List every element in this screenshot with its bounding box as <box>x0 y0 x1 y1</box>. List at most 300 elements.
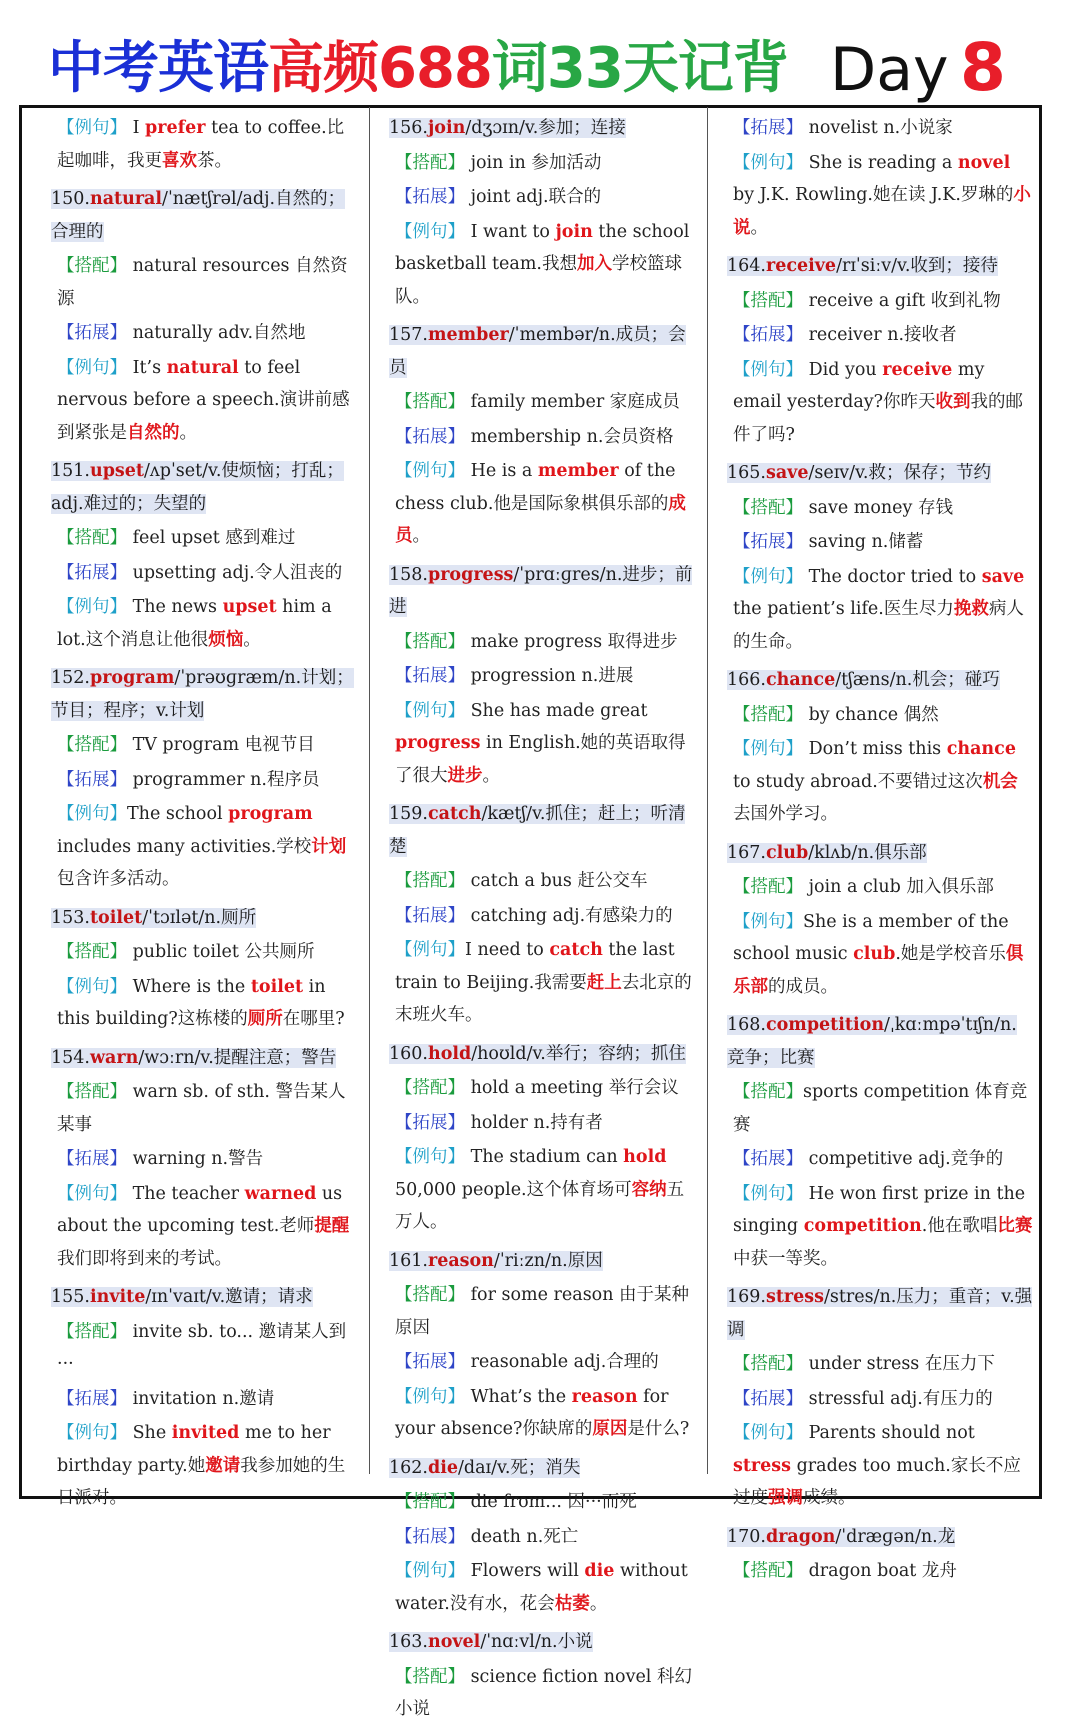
collocation-line <box>51 1316 357 1381</box>
line-text: save money 存钱 <box>803 497 953 518</box>
collocation-line <box>51 729 357 762</box>
entry-heading <box>389 798 695 863</box>
line-text: feel upset 感到难过 <box>127 528 296 548</box>
translation-highlight: 枯萎 <box>554 1593 590 1614</box>
translation-highlight: 邀请 <box>205 1455 241 1476</box>
example-line <box>727 561 1033 659</box>
translation-highlight: 计划 <box>311 836 347 857</box>
example-text: 中获一等奖。 <box>733 1248 838 1269</box>
line-tag: 【拓展】 <box>395 905 465 926</box>
word-entry <box>51 1042 357 1282</box>
translation-highlight: 收到 <box>935 392 971 412</box>
example-text: in this building?这栋楼的 <box>57 976 326 1029</box>
keyword-highlight: join <box>555 221 593 242</box>
line-tag: 【搭配】 <box>395 152 465 173</box>
phonetic-definition: /ˈprəʊɡræm/n.计划；节目；程序；v.计划 <box>51 668 354 721</box>
entry-heading <box>51 1281 357 1314</box>
entry-heading <box>389 1245 695 1278</box>
line-text: join a club 加入俱乐部 <box>803 877 994 897</box>
line-tag: 【搭配】 <box>733 704 803 725</box>
headword: catch <box>427 804 482 824</box>
heading-highlight <box>727 670 1000 690</box>
line-tag: 【搭配】 <box>57 256 127 276</box>
example-line <box>51 1417 357 1515</box>
word-entry <box>51 183 357 455</box>
translation-highlight: 喜欢 <box>162 150 197 171</box>
line-tag: 【搭配】 <box>395 1492 465 1512</box>
heading-highlight <box>389 1251 603 1271</box>
example-text: 我们即将到来的考试。 <box>57 1248 232 1269</box>
phonetic-definition: /hoʊld/v.举行；容纳；抓住 <box>471 1043 686 1064</box>
extension-line <box>51 317 357 350</box>
line-tag: 【拓展】 <box>395 1112 465 1133</box>
entry-heading <box>389 1452 695 1485</box>
entry-heading <box>51 662 357 727</box>
line-tag: 【搭配】 <box>57 735 127 755</box>
entry-number: 164. <box>727 256 766 276</box>
line-text: by chance 偶然 <box>803 704 939 725</box>
example-text: I <box>127 118 146 138</box>
keyword-highlight: invited <box>171 1423 240 1443</box>
keyword-highlight: prefer <box>145 118 206 138</box>
example-text: in English.她的英语取得了很大 <box>395 733 686 786</box>
line-tag: 【拓展】 <box>57 1149 127 1169</box>
line-text: warning n.警告 <box>127 1149 264 1169</box>
line-tag: 【例句】 <box>57 118 127 138</box>
keyword-highlight: progress <box>395 733 481 753</box>
translation-highlight: 提醒 <box>314 1216 350 1236</box>
column-divider <box>369 107 370 1474</box>
extension-line <box>389 1107 695 1140</box>
collocation-line <box>727 1555 1033 1588</box>
collocation-line <box>389 865 695 898</box>
example-line <box>51 112 357 177</box>
example-text: What’s the <box>465 1386 572 1407</box>
entry-number: 158. <box>389 564 428 585</box>
entry-number: 167. <box>727 842 766 863</box>
line-tag: 【搭配】 <box>57 528 127 548</box>
entry-number: 155. <box>51 1287 90 1307</box>
line-tag: 【拓展】 <box>395 666 465 686</box>
headword: warn <box>89 1047 139 1068</box>
line-tag: 【拓展】 <box>733 1388 803 1409</box>
example-text: 去国外学习。 <box>733 804 838 824</box>
collocation-line <box>727 285 1033 318</box>
example-text: 50,000 people.这个体育场可 <box>395 1179 632 1200</box>
extension-line <box>389 421 695 454</box>
example-text: includes many activities.学校 <box>57 836 312 857</box>
line-tag: 【例句】 <box>57 1423 127 1443</box>
entry-number: 150. <box>51 189 90 209</box>
entry-heading <box>389 319 695 384</box>
phonetic-definition: /ˈtɔɪlət/n.厕所 <box>142 907 257 928</box>
translation-highlight: 成员 <box>395 493 686 546</box>
line-tag: 【拓展】 <box>733 532 803 552</box>
line-tag: 【例句】 <box>57 804 127 824</box>
line-text: programmer n.程序员 <box>127 769 320 790</box>
entry-heading <box>727 1009 1033 1074</box>
phonetic-definition: /ɪnˈvaɪt/v.邀请；请求 <box>145 1287 313 1307</box>
example-text: It’s <box>127 357 167 378</box>
line-text: science fiction novel 科幻小说 <box>395 1666 692 1719</box>
line-tag: 【例句】 <box>395 700 465 721</box>
line-text: reasonable adj.合理的 <box>465 1352 659 1372</box>
translation-highlight: 挽救 <box>953 599 989 619</box>
extension-line <box>389 1521 695 1554</box>
keyword-highlight: receive <box>882 359 953 380</box>
keyword-highlight: club <box>853 944 896 964</box>
example-text: The teacher <box>127 1183 245 1204</box>
phonetic-definition: /ˈnætʃrəl/adj.自然的；合理的 <box>51 189 346 242</box>
line-text: join in 参加活动 <box>465 152 602 173</box>
line-text: die from... 因···而死 <box>465 1492 637 1512</box>
line-tag: 【例句】 <box>733 1423 803 1443</box>
phonetic-definition: /ˈdræɡən/n.龙 <box>835 1526 956 1547</box>
line-text: catch a bus 赶公交车 <box>465 871 648 891</box>
example-text: the last train to Beijing.我需要 <box>395 940 675 993</box>
entry-number: 163. <box>389 1632 428 1652</box>
heading-highlight <box>727 463 991 483</box>
word-entry <box>727 250 1033 457</box>
keyword-highlight: competition <box>803 1216 922 1236</box>
heading-highlight <box>51 668 354 721</box>
example-text: 五万人。 <box>395 1179 685 1232</box>
entry-number: 159. <box>389 804 428 824</box>
extension-line <box>727 112 1033 145</box>
headword: join <box>427 118 466 138</box>
line-text: progression n.进展 <box>465 666 634 686</box>
line-tag: 【拓展】 <box>733 1149 803 1169</box>
headword: club <box>765 842 809 863</box>
entry-heading <box>51 455 357 520</box>
line-text: family member 家庭成员 <box>465 392 680 412</box>
column-2 <box>389 112 695 1732</box>
example-text: without water.没有水，花会 <box>395 1561 688 1614</box>
collocation-line <box>727 1348 1033 1381</box>
word-entry <box>51 455 357 662</box>
word-entry <box>51 1281 357 1521</box>
word-entry <box>727 457 1033 664</box>
keyword-highlight: catch <box>549 940 603 960</box>
word-entry <box>389 559 695 799</box>
entry-number: 165. <box>727 463 766 483</box>
phonetic-definition: /klʌb/n.俱乐部 <box>808 842 927 863</box>
line-tag: 【例句】 <box>733 359 803 380</box>
phonetic-definition: /ˈmembər/n.成员；会员 <box>389 325 686 378</box>
headword: upset <box>89 461 144 481</box>
entry-number: 154. <box>51 1047 90 1068</box>
headword: novel <box>427 1632 481 1652</box>
keyword-highlight: reason <box>571 1386 638 1407</box>
phonetic-definition: /tʃæns/n.机会；碰巧 <box>835 670 1000 690</box>
entry-spacer <box>727 1590 1033 1594</box>
collocation-line <box>389 1661 695 1726</box>
line-tag: 【例句】 <box>395 1386 465 1407</box>
line-tag: 【搭配】 <box>57 942 127 962</box>
example-line <box>727 1417 1033 1515</box>
entry-number: 162. <box>389 1457 428 1478</box>
keyword-highlight: novel <box>957 152 1011 173</box>
example-text: my email yesterday?你昨天 <box>733 359 985 412</box>
line-tag: 【拓展】 <box>733 118 803 138</box>
entry-heading <box>727 1281 1033 1346</box>
line-text: catching adj.有感染力的 <box>465 905 673 926</box>
line-text: under stress 在压力下 <box>803 1354 995 1374</box>
entry-spacer <box>389 1728 695 1732</box>
word-entry <box>51 112 357 183</box>
extension-line <box>51 764 357 797</box>
heading-highlight <box>727 1287 1032 1340</box>
entry-spacer <box>51 1517 357 1521</box>
phonetic-definition: /wɔːrn/v.提醒注意；警告 <box>138 1047 337 1068</box>
extension-line <box>389 181 695 214</box>
headword: competition <box>765 1015 885 1035</box>
line-text: sports competition 体育竞赛 <box>733 1082 1028 1135</box>
line-tag: 【例句】 <box>733 152 803 173</box>
phonetic-definition: /rɪˈsiːv/v.收到；接待 <box>836 256 998 276</box>
phonetic-definition: /ˈprɑːɡres/n.进步；前进 <box>389 564 693 617</box>
heading-highlight <box>51 461 344 514</box>
entry-heading <box>51 183 357 248</box>
example-line <box>51 591 357 656</box>
headword: stress <box>765 1287 824 1307</box>
title-part-1: 中考英语 <box>48 36 268 101</box>
entry-heading <box>727 1521 1033 1554</box>
example-line <box>51 798 357 896</box>
keyword-highlight: warned <box>244 1183 317 1204</box>
example-text: 我的邮件了吗? <box>733 392 1024 445</box>
heading-highlight <box>389 1632 593 1652</box>
line-text: death n.死亡 <box>465 1526 579 1547</box>
keyword-highlight: upset <box>222 597 277 617</box>
line-tag: 【例句】 <box>733 566 803 587</box>
line-tag: 【拓展】 <box>57 562 127 583</box>
example-line <box>727 354 1033 452</box>
example-text: She is a member of the school music <box>733 911 1009 964</box>
column-divider <box>707 107 708 1474</box>
word-entry <box>389 319 695 559</box>
example-line <box>389 1381 695 1446</box>
keyword-highlight: hold <box>623 1147 667 1167</box>
collocation-line <box>51 936 357 969</box>
example-text: 在哪里? <box>282 1009 345 1029</box>
line-text: holder n.持有者 <box>465 1112 603 1133</box>
example-line <box>389 695 695 793</box>
example-text: 是什么? <box>627 1419 690 1439</box>
example-text: .她是学校音乐 <box>895 944 1006 964</box>
headword: reason <box>427 1250 494 1271</box>
line-tag: 【搭配】 <box>733 1082 803 1102</box>
heading-highlight <box>51 189 345 242</box>
example-text: 。 <box>412 526 430 546</box>
heading-highlight <box>389 1458 580 1478</box>
heading-highlight <box>727 1527 955 1547</box>
line-tag: 【例句】 <box>395 940 465 960</box>
phonetic-definition: /kætʃ/v.抓住；赶上；听清楚 <box>389 804 686 857</box>
phonetic-definition: /ʌpˈset/v.使烦恼；打乱；adj.难过的；失望的 <box>51 461 344 514</box>
entry-number: 151. <box>51 461 90 481</box>
translation-highlight: 进步 <box>447 765 483 786</box>
example-text: Flowers will <box>465 1561 585 1581</box>
translation-highlight: 小说 <box>733 185 1031 238</box>
headword: natural <box>89 189 163 209</box>
entry-heading <box>389 112 695 145</box>
line-tag: 【例句】 <box>395 1561 465 1581</box>
example-text: 病人的生命。 <box>733 599 1024 652</box>
example-line <box>51 971 357 1036</box>
example-text: He is a <box>465 461 538 481</box>
line-text: natural resources 自然资源 <box>57 256 348 309</box>
extension-line <box>389 900 695 933</box>
extension-line <box>51 1143 357 1176</box>
headword: hold <box>427 1043 472 1064</box>
example-line <box>389 1141 695 1239</box>
entry-number: 157. <box>389 325 428 345</box>
line-tag: 【搭配】 <box>733 497 803 518</box>
collocation-line <box>389 1486 695 1519</box>
entry-number: 169. <box>727 1287 766 1307</box>
example-text: grades too much.家长不应过度 <box>733 1455 1021 1508</box>
example-text: 。 <box>243 629 261 650</box>
entry-number: 161. <box>389 1250 428 1271</box>
word-entry <box>389 1245 695 1452</box>
entry-number: 168. <box>727 1015 766 1035</box>
heading-highlight <box>389 804 685 857</box>
example-line <box>51 352 357 450</box>
extension-line <box>727 1143 1033 1176</box>
extension-line <box>389 1346 695 1379</box>
example-text: by J.K. Rowling.她在读 J.K.罗琳的 <box>733 185 1014 205</box>
example-text: Did you <box>803 359 883 380</box>
example-line <box>727 906 1033 1004</box>
keyword-highlight: member <box>537 461 619 481</box>
word-entry <box>51 662 357 902</box>
line-tag: 【例句】 <box>733 1183 803 1204</box>
keyword-highlight: die <box>584 1561 615 1581</box>
collocation-line <box>51 1076 357 1141</box>
example-text: She has made great <box>465 700 648 721</box>
example-text: The stadium can <box>465 1147 624 1167</box>
example-text: Don’t miss this <box>803 739 947 759</box>
page-title <box>48 34 788 104</box>
example-text: 我参加她的生日派对。 <box>57 1455 346 1508</box>
line-text: invitation n.邀请 <box>127 1388 275 1409</box>
line-tag: 【搭配】 <box>57 1321 127 1342</box>
word-entry <box>727 112 1033 250</box>
heading-highlight <box>727 1015 1017 1068</box>
example-line <box>727 1178 1033 1276</box>
line-text: stressful adj.有压力的 <box>803 1388 993 1409</box>
example-text: He won first prize in the singing <box>733 1183 1026 1236</box>
entry-heading <box>727 250 1033 283</box>
line-tag: 【搭配】 <box>733 1354 803 1374</box>
phonetic-definition: /daɪ/v.死；消失 <box>458 1457 581 1478</box>
translation-highlight: 机会 <box>982 771 1018 792</box>
line-text: hold a meeting 举行会议 <box>465 1078 679 1098</box>
extension-line <box>727 319 1033 352</box>
heading-highlight <box>51 908 256 928</box>
keyword-highlight: chance <box>946 739 1016 759</box>
line-text: receiver n.接收者 <box>803 325 957 345</box>
phonetic-definition: /stres/n.压力；重音；v.强调 <box>727 1287 1033 1340</box>
entry-heading <box>51 1042 357 1075</box>
line-tag: 【拓展】 <box>57 1388 127 1409</box>
line-tag: 【例句】 <box>395 221 465 242</box>
line-tag: 【搭配】 <box>395 1666 465 1687</box>
entry-number: 170. <box>727 1526 766 1547</box>
collocation-line <box>389 1072 695 1105</box>
line-tag: 【搭配】 <box>733 290 803 311</box>
translation-highlight: 赶上 <box>586 972 622 993</box>
word-entry <box>51 902 357 1042</box>
headword: receive <box>765 256 837 276</box>
example-text: the school basketball team.我想 <box>395 221 690 274</box>
line-tag: 【搭配】 <box>57 1082 127 1102</box>
phonetic-definition: /ˌkɑːmpəˈtɪʃn/n.竞争；比赛 <box>727 1015 1017 1068</box>
line-tag: 【拓展】 <box>733 325 803 345</box>
day-number: 8 <box>960 29 1006 106</box>
phonetic-definition: /dʒɔɪn/v.参加；连接 <box>465 118 626 138</box>
column-1 <box>51 112 357 1521</box>
example-text: She <box>127 1423 172 1443</box>
collocation-line <box>727 1076 1033 1141</box>
line-text: for some reason 由于某种原因 <box>395 1285 690 1338</box>
word-entry <box>389 1626 695 1732</box>
example-text: 的成员。 <box>768 976 838 997</box>
translation-highlight: 烦恼 <box>208 629 244 650</box>
line-text: warn sb. of sth. 警告某人某事 <box>57 1082 346 1135</box>
entry-number: 166. <box>727 670 766 690</box>
example-text: Where is the <box>127 976 251 997</box>
example-line <box>389 455 695 553</box>
word-entry <box>727 1281 1033 1521</box>
example-text: him a lot.这个消息让他很 <box>57 597 332 650</box>
headword: save <box>765 463 809 483</box>
line-tag: 【例句】 <box>395 461 465 481</box>
title-part-3: 词33天记背 <box>491 36 788 101</box>
line-tag: 【搭配】 <box>395 1078 465 1098</box>
collocation-line <box>51 250 357 315</box>
entry-number: 153. <box>51 907 90 928</box>
example-text: I want to <box>465 221 556 242</box>
headword: program <box>89 668 175 688</box>
keyword-highlight: stress <box>733 1455 791 1476</box>
line-text: joint adj.联合的 <box>465 187 602 207</box>
line-tag: 【例句】 <box>395 1147 465 1167</box>
phonetic-definition: /ˈriːzn/n.原因 <box>493 1250 603 1271</box>
example-text: of the chess club.他是国际象棋俱乐部的 <box>395 461 676 514</box>
example-text: 。 <box>589 1593 608 1614</box>
line-tag: 【例句】 <box>57 597 127 617</box>
extension-line <box>727 1383 1033 1416</box>
example-text: 去北京的末班火车。 <box>395 972 692 1025</box>
example-text: for your absence?你缺席的 <box>395 1386 669 1439</box>
keyword-highlight: save <box>981 566 1025 587</box>
translation-highlight: 自然的 <box>127 422 180 443</box>
entry-heading <box>389 1038 695 1071</box>
line-text: upsetting adj.令人沮丧的 <box>127 562 343 583</box>
line-text: naturally adv.自然地 <box>127 323 306 343</box>
example-text: 。 <box>179 422 197 443</box>
word-entry <box>389 1038 695 1245</box>
translation-highlight: 容纳 <box>631 1179 667 1200</box>
keyword-highlight: toilet <box>250 976 304 997</box>
line-text: receive a gift 收到礼物 <box>803 290 1001 311</box>
example-text: She is reading a <box>803 152 958 173</box>
extension-line <box>389 660 695 693</box>
entry-heading <box>727 664 1033 697</box>
collocation-line <box>727 492 1033 525</box>
